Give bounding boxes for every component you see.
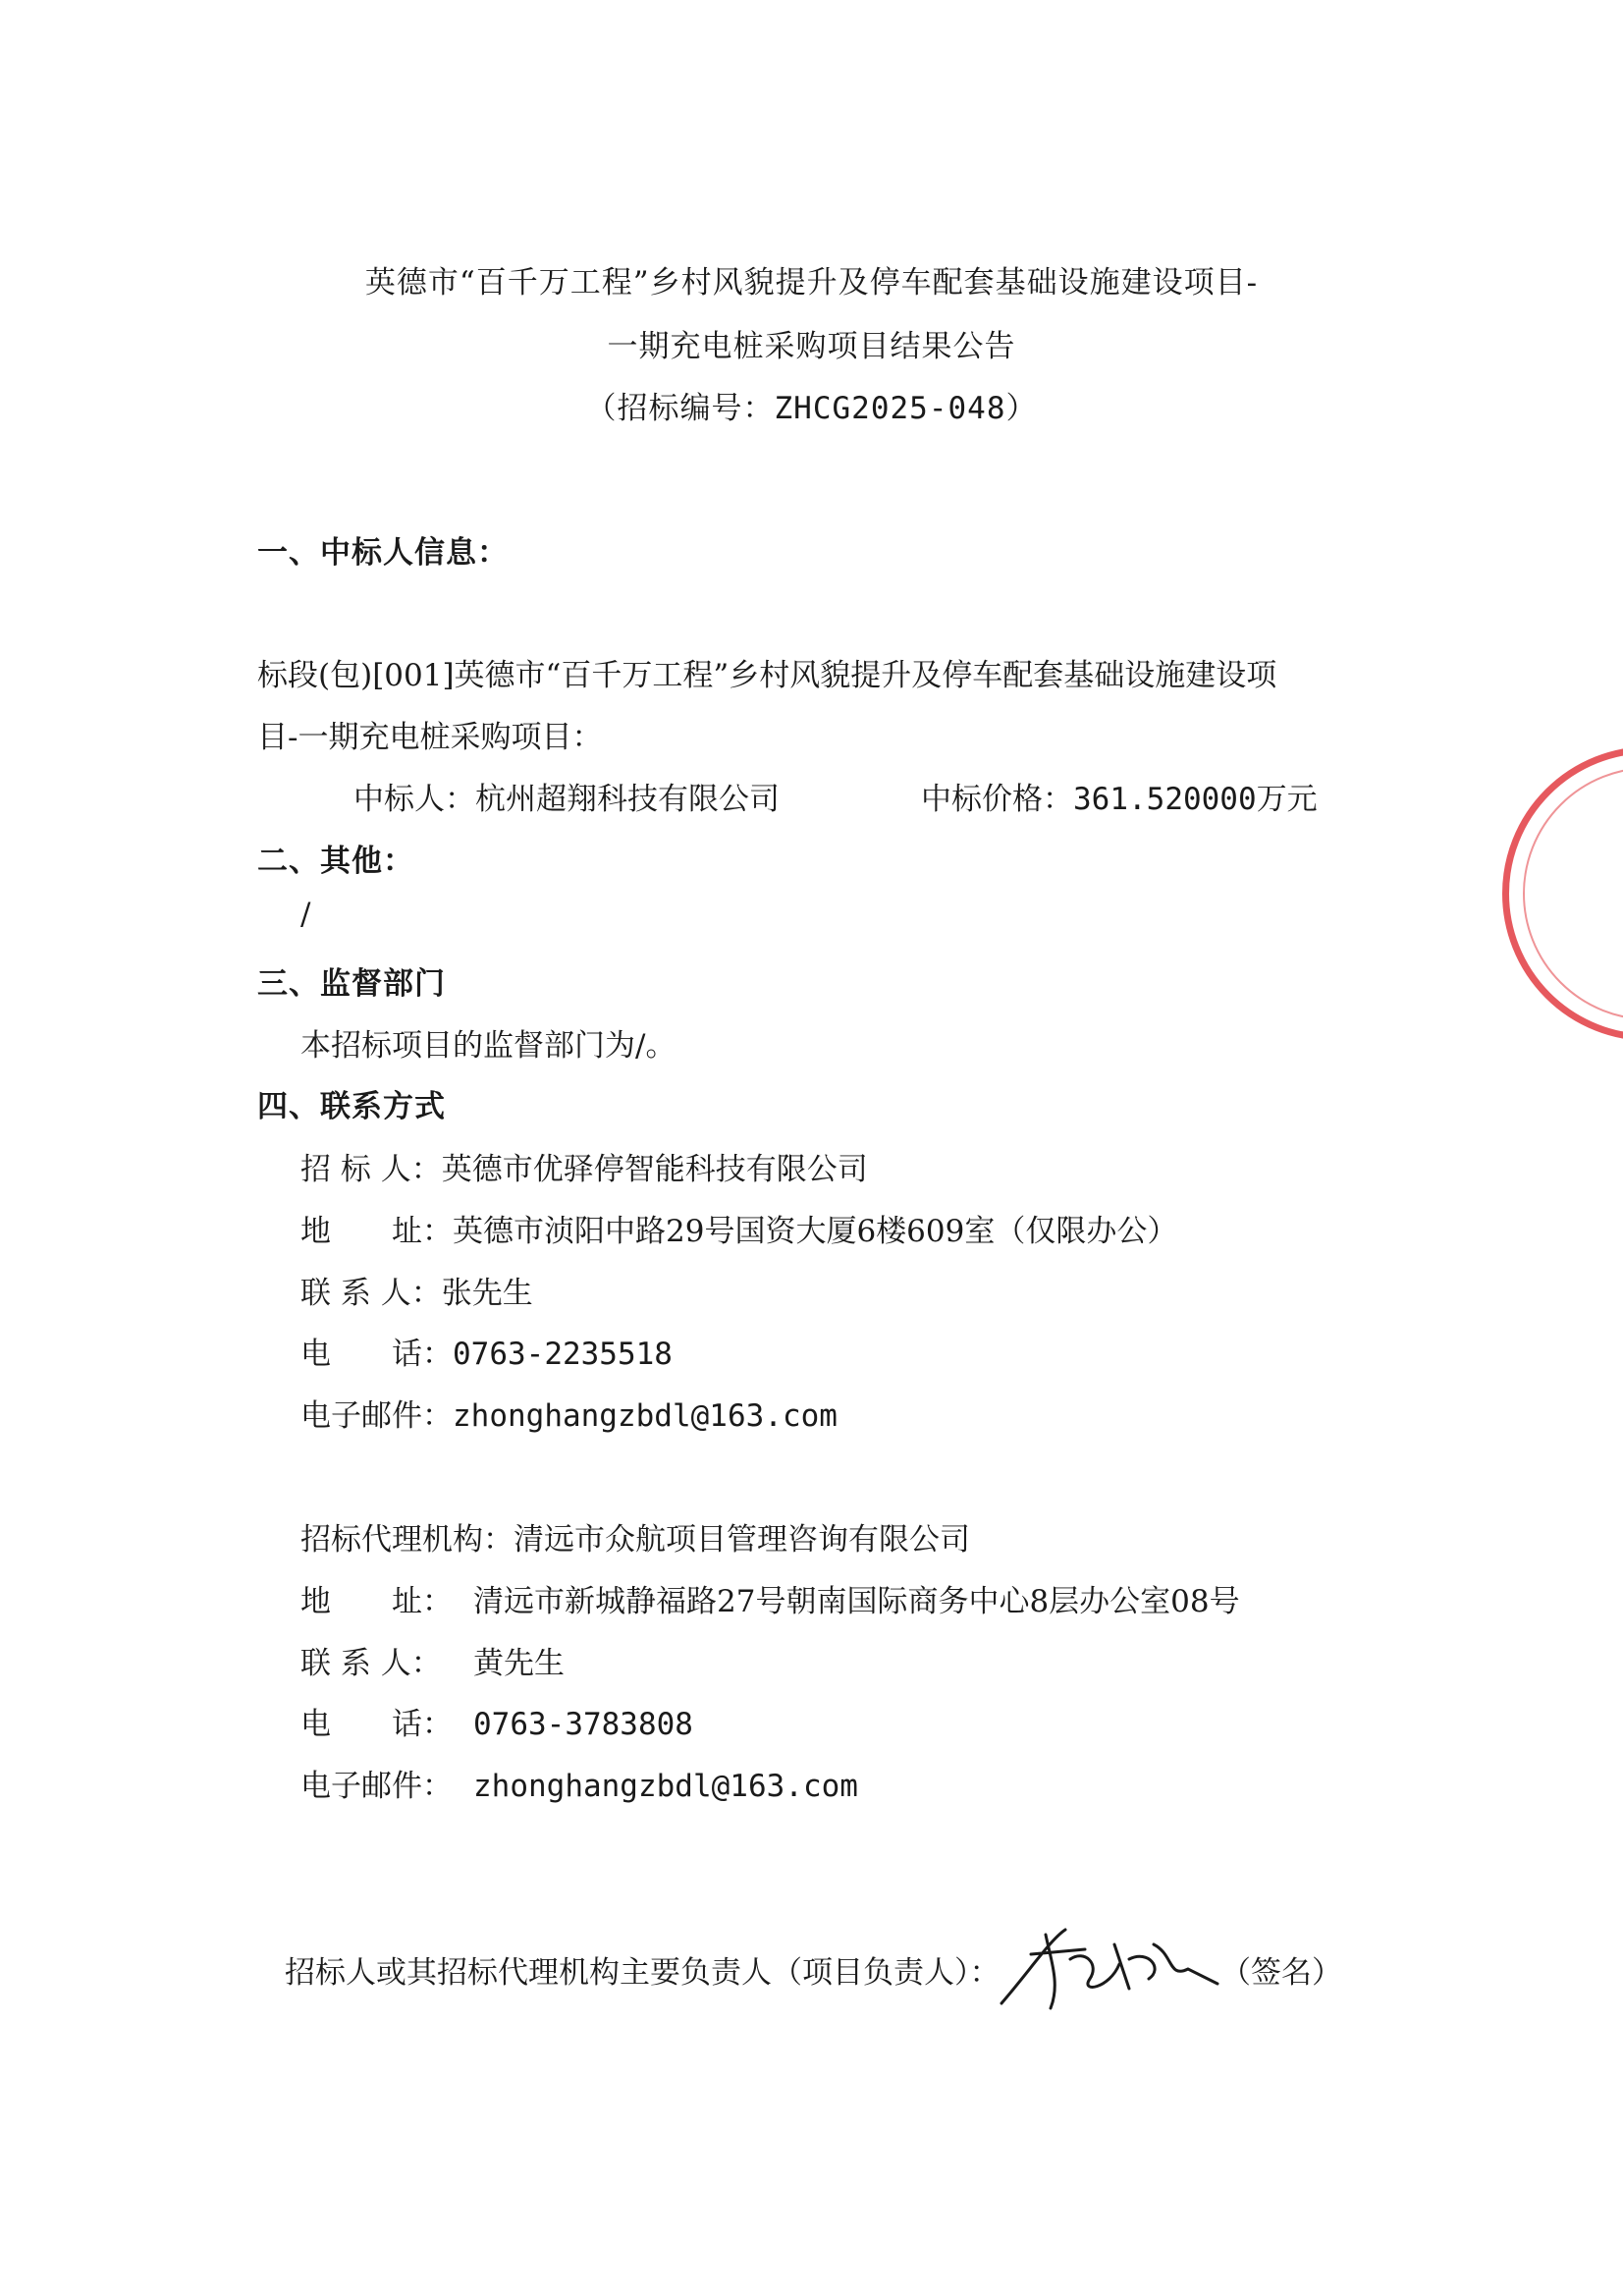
agency-phone: 0763-3783808 bbox=[473, 1707, 693, 1742]
winner-name: 杭州超翔科技有限公司 bbox=[475, 782, 780, 817]
winner-label: 中标人： bbox=[353, 782, 475, 817]
agency-email-key: 电子邮件： bbox=[300, 1769, 453, 1804]
title-line-2: 一期充电桩采购项目结果公告 bbox=[607, 329, 1016, 364]
section-heading-contact: 四、联系方式 bbox=[257, 1089, 446, 1124]
tenderer-name-row bbox=[300, 1144, 868, 1188]
lot-description-line-2: 目-一期充电桩采购项目： bbox=[257, 720, 603, 755]
tender-number: （招标编号：ZHCG2025-048） bbox=[585, 391, 1038, 426]
agency-contact-row bbox=[300, 1638, 565, 1682]
agency-contact: 黄先生 bbox=[473, 1646, 565, 1681]
agency-name-key: 招标代理机构： bbox=[300, 1522, 514, 1558]
other-content: / bbox=[300, 897, 311, 932]
agency-address-row bbox=[300, 1576, 1240, 1620]
tenderer-name-key: 招 标 人： bbox=[300, 1152, 442, 1187]
tenderer-contact-row bbox=[300, 1268, 533, 1312]
agency-phone-row bbox=[300, 1699, 693, 1743]
supervision-content: 本招标项目的监督部门为/。 bbox=[300, 1028, 676, 1064]
tenderer-address: 英德市浈阳中路29号国资大厦6楼609室（仅限办公） bbox=[453, 1214, 1178, 1249]
section-heading-supervision: 三、监督部门 bbox=[257, 966, 446, 1002]
agency-email-row bbox=[300, 1761, 858, 1805]
tenderer-name: 英德市优驿停智能科技有限公司 bbox=[441, 1152, 868, 1187]
signature-label: 招标人或其招标代理机构主要负责人（项目负责人）： bbox=[285, 1955, 1001, 1991]
price-label: 中标价格： bbox=[921, 782, 1073, 817]
agency-name: 清远市众航项目管理咨询有限公司 bbox=[514, 1522, 970, 1558]
agency-contact-key: 联 系 人： bbox=[300, 1646, 442, 1681]
section-heading-other: 二、其他： bbox=[257, 844, 414, 879]
winner-row bbox=[353, 774, 780, 818]
tenderer-contact-key: 联 系 人： bbox=[300, 1276, 442, 1311]
signature-note: （签名） bbox=[1220, 1955, 1342, 1991]
tenderer-contact: 张先生 bbox=[441, 1276, 533, 1311]
tenderer-phone-row bbox=[300, 1329, 673, 1373]
tenderer-address-row bbox=[300, 1206, 1177, 1250]
tenderer-email-row bbox=[300, 1391, 838, 1435]
tenderer-phone-key: 电 话： bbox=[300, 1337, 453, 1372]
tenderer-email-key: 电子邮件： bbox=[300, 1398, 453, 1434]
agency-phone-key: 电 话： bbox=[300, 1707, 453, 1742]
company-seal-icon bbox=[1502, 746, 1623, 1041]
tenderer-phone: 0763-2235518 bbox=[453, 1337, 673, 1372]
title-line-1: 英德市“百千万工程”乡村风貌提升及停车配套基础设施建设项目- bbox=[364, 265, 1259, 301]
price-row bbox=[921, 774, 1318, 818]
agency-address: 清远市新城静福路27号朝南国际商务中心8层办公室08号 bbox=[473, 1584, 1240, 1619]
tenderer-email-link[interactable]: zhonghangzbdl@163.com bbox=[453, 1398, 838, 1434]
agency-email-link[interactable]: zhonghangzbdl@163.com bbox=[473, 1769, 858, 1804]
agency-name-row bbox=[300, 1514, 970, 1558]
lot-description-line-1: 标段(包)[001]英德市“百千万工程”乡村风貌提升及停车配套基础设施建设项 bbox=[257, 658, 1277, 693]
price-value: 361.520000万元 bbox=[1073, 782, 1318, 817]
handwritten-signature-icon bbox=[992, 1910, 1227, 2018]
agency-address-key: 地 址： bbox=[300, 1584, 453, 1619]
section-heading-winner: 一、中标人信息： bbox=[257, 535, 509, 571]
tenderer-address-key: 地 址： bbox=[300, 1214, 453, 1249]
company-seal-ring bbox=[1523, 767, 1623, 1020]
